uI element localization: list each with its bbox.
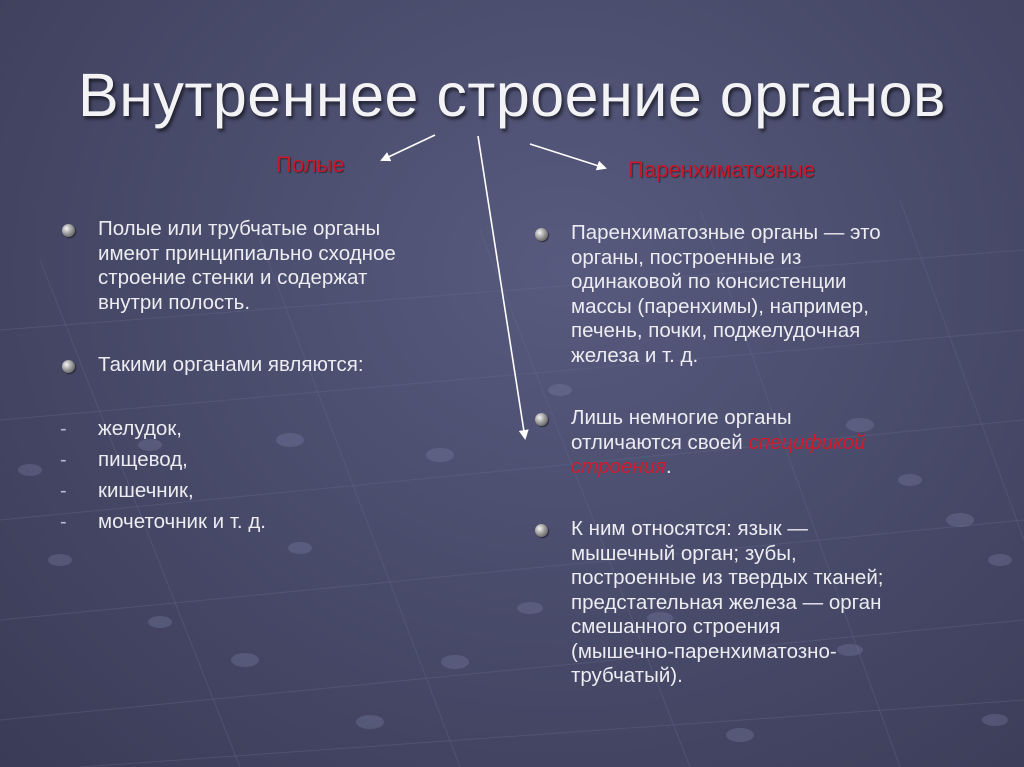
parenchymal-heading: Паренхиматозные <box>628 157 815 182</box>
hollow-heading: Полые <box>276 152 345 177</box>
list-item-ureter: мочеточник и т. д. <box>98 510 266 533</box>
bullet-icon <box>535 524 548 537</box>
emphasis-text: строения <box>571 455 666 478</box>
text-line: Лишь немногие органы <box>571 406 792 429</box>
dash-marker: - <box>60 418 67 440</box>
list-item-esophagus: пищевод, <box>98 448 188 471</box>
bullet-icon <box>62 224 75 237</box>
text-line: железа и т. д. <box>571 343 699 367</box>
examples-note <box>571 517 1001 689</box>
text-line: предстательная железа — орган <box>571 590 882 614</box>
specificity-note <box>571 406 1001 480</box>
text-line: мышечный орган; зубы, <box>571 541 797 565</box>
dash-marker: - <box>60 511 67 533</box>
text-line: строение стенки и содержат <box>98 266 368 289</box>
hollow-description <box>98 217 498 315</box>
text-line: внутри полость. <box>98 290 251 314</box>
text-line: печень, почки, поджелудочная <box>571 319 861 342</box>
text-line <box>571 455 1001 480</box>
text-line: Полые или трубчатые органы <box>98 217 381 240</box>
bullet-icon <box>535 228 548 241</box>
text-line: (мышечно-паренхиматозно- <box>571 639 837 663</box>
dash-marker: - <box>60 449 67 471</box>
slide-title: Внутреннее строение органов <box>78 61 946 129</box>
arrow-to-parenchymal <box>530 144 605 168</box>
emphasis-text: спецификой <box>748 430 866 454</box>
text-line <box>571 431 1001 456</box>
text-line: трубчатый). <box>571 664 683 687</box>
text-line: построенные из твердых тканей; <box>571 566 884 589</box>
text-line: массы (паренхимы), например, <box>571 294 869 318</box>
text-fragment: отличаются своей <box>571 430 749 454</box>
arrow-to-hollow <box>382 135 435 160</box>
list-item-intestine: кишечник, <box>98 479 194 502</box>
dash-marker: - <box>60 480 67 502</box>
parenchymal-description <box>571 221 1001 368</box>
text-line: органы, построенные из <box>571 245 802 269</box>
bullet-icon <box>62 360 75 373</box>
text-line: одинаковой по консистенции <box>571 270 847 293</box>
text-line: смешанного строения <box>571 615 781 638</box>
text-fragment: . <box>665 455 672 478</box>
text-line: Паренхиматозные органы — это <box>571 221 881 244</box>
text-line: имеют принципиально сходное <box>98 241 396 265</box>
text-line: К ним относятся: язык — <box>571 517 808 540</box>
list-item-stomach: желудок, <box>98 417 182 440</box>
hollow-examples-intro: Такими органами являются: <box>98 353 364 376</box>
bullet-icon <box>535 413 548 426</box>
